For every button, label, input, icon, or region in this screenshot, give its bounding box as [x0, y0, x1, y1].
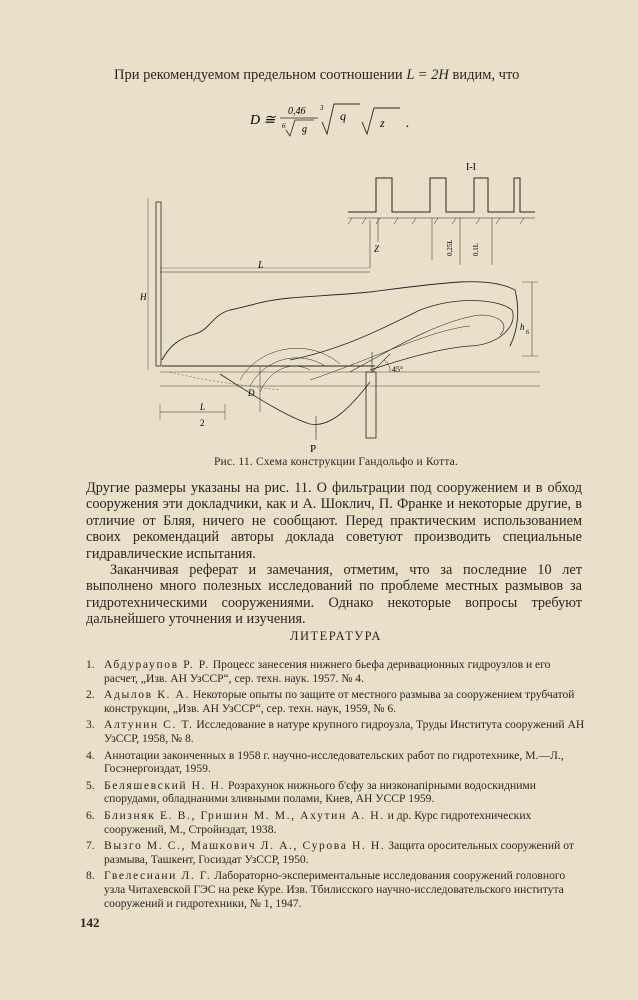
intro-condition: L = 2H — [406, 67, 449, 83]
formula-root6: 6 — [282, 122, 286, 130]
reference-text: Исследование в натуре крупного гидроузла, Труды Института сооружений АН УзССР, 1958, № 8. — [104, 718, 585, 745]
figure-mark-L: L — [258, 260, 264, 271]
figure-mark-hb: h — [520, 322, 525, 332]
reference-item — [86, 749, 586, 776]
paragraph: Заканчивая реферат и замечания, отметим, что за последние 10 лет выполнено много полезных исследований по проблеме местных размывов за гидротехническими сооружениями. Однако некоторые вопросы требуют дальнейшего уточнения и изучения. — [86, 562, 582, 628]
formula-coef: 0,46 — [288, 106, 306, 117]
literature-title: ЛИТЕРАТУРА — [290, 629, 382, 643]
reference-text: Лабораторно-экспериментальные исследования сооружений головного узла Читахевской ГЭС на реке Куре. Изв. Тбилисского научно-исследовательского института сооружений и гидротехники, № 1, 1947. — [104, 869, 566, 910]
figure-mark-hb-sub: б — [526, 330, 530, 336]
page-number: 142 — [80, 915, 100, 930]
reference-number: 3. — [86, 718, 95, 732]
figure-mark-D: D — [248, 388, 255, 398]
formula-lhs: D ≅ — [250, 113, 276, 128]
reference-text: Некоторые опыты по защите от местного размыва за сооружением трубчатой конструкции, „Изв. АН УзССР“, сер. техн. наук, 1959, № 6. — [104, 688, 575, 715]
reference-text: Защита оросительных сооружений от размыва, Ташкент, Госиздат УзССР, 1950. — [104, 839, 574, 866]
reference-author: Адылов К. А. — [104, 688, 191, 702]
figure-mark-P: P — [310, 443, 317, 455]
figure-mark-L2-bottom: 2 — [200, 418, 205, 428]
formula-g: g — [302, 124, 307, 135]
paragraph: Другие размеры указаны на рис. 11. О фильтрации под сооружением и в обход сооружения эти докладчики, как и А. Шоклич, П. Франке и некоторые другие, в отличие от Бляя, ничего не сообщают. Перед практическим использованием своих рекомендаций авторы доклада советуют производить специальные гидравлические испытания. — [86, 480, 582, 562]
reference-item — [86, 718, 586, 745]
reference-number: 8. — [86, 869, 95, 883]
reference-item — [86, 809, 586, 836]
reference-text: Аннотации законченных в 1958 г. научно-исследовательских работ по гидротехнике, М.—Л., Госэнергоиздат, 1959. — [104, 748, 564, 776]
reference-number: 1. — [86, 658, 95, 671]
reference-text: Розрахунок нижнього б'єфу за низконапірными водоскидними спорудами, обладнаними зливными полами, Киев, АН УССР 1959. — [104, 778, 536, 806]
figure-mark-b: 0,1L — [472, 242, 480, 256]
intro-text-before: При рекомендуемом предельном соотношении — [114, 67, 407, 83]
figure-gandolfo-cotta-scheme — [140, 160, 560, 460]
formula-q: q — [340, 109, 346, 123]
reference-author: Алтунин С. Т. — [104, 718, 194, 732]
body-text — [86, 480, 582, 628]
reference-author: Гвелесиани Л. Г. — [104, 869, 212, 883]
reference-number: 7. — [86, 839, 95, 853]
figure-mark-angle: 45° — [392, 365, 404, 374]
reference-item — [86, 779, 586, 806]
formula — [250, 100, 450, 140]
reference-author: Вызго М. С., Машкович Л. А., Сурова Н. Н. — [104, 839, 386, 853]
intro-line — [86, 66, 586, 84]
reference-text: и др. Курс гидротехнических сооружений, М., Стройиздат, 1938. — [104, 808, 532, 836]
reference-number: 5. — [86, 778, 95, 792]
figure-mark-a: 0,25L — [446, 239, 454, 256]
reference-item — [86, 869, 586, 910]
reference-author: Абдураупов Р. Р. — [104, 658, 210, 671]
figure-section-label: I-I — [466, 162, 476, 173]
figure-mark-Z: Z — [374, 244, 380, 254]
formula-z: z — [380, 116, 385, 130]
figure-caption: Рис. 11. Схема конструкции Гандольфо и Котта. — [213, 456, 459, 468]
intro-text-after: видим, что — [448, 67, 520, 83]
reference-number: 6. — [86, 808, 95, 822]
reference-author: Близняк Е. В., Гришин М. М., Ахутин А. Н. — [104, 808, 385, 822]
reference-author: Беляшевский Н. Н. — [104, 778, 226, 792]
reference-number: 2. — [86, 688, 95, 702]
figure-mark-H: H — [140, 292, 147, 302]
formula-end: . — [406, 116, 410, 131]
formula-root3: 3 — [320, 104, 324, 112]
reference-item — [86, 688, 586, 715]
reference-text: Процесс занесения нижнего бьефа деривационных гидроузлов и его расчет, „Изв. АН УзССР“, сер. техн. наук. 1957. № 4. — [104, 658, 551, 685]
reference-item — [86, 839, 586, 866]
reference-number: 4. — [86, 748, 95, 762]
reference-list — [86, 658, 586, 913]
figure-mark-L2-top: L — [200, 402, 206, 412]
reference-item — [86, 658, 586, 685]
